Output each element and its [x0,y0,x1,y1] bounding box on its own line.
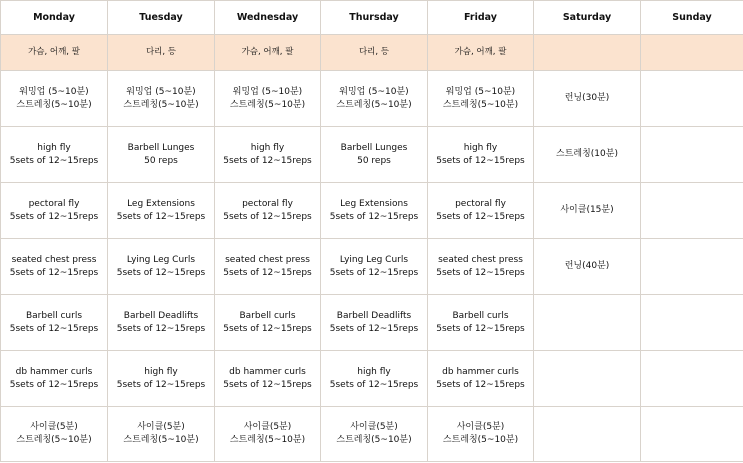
exercise-cell [108,239,215,295]
exercise-row [1,295,743,351]
exercise-name: seated chest press [438,254,523,265]
day-header-thursday: Thursday [321,1,428,35]
exercise-row [1,351,743,407]
exercise-name: high fly [144,366,178,377]
exercise-cell [215,295,321,351]
exercise-name: Lying Leg Curls [126,254,196,265]
exercise-detail: 스트레칭(5~10분) [229,435,306,445]
exercise-name: 워밍업 (5~10분) [232,86,303,97]
exercise-name: Barbell Deadlifts [123,310,199,321]
exercise-name: high fly [250,142,285,153]
exercise-name: db hammer curls [15,366,93,377]
exercise-detail: 5sets of 12~15reps [223,155,312,166]
exercise-detail: 50 reps [144,155,178,166]
exercise-name: Barbell Lunges [340,142,408,153]
exercise-detail: 5sets of 12~15reps [436,323,525,334]
exercise-name: high fly [463,142,498,153]
exercise-cell [321,239,428,295]
exercise-cell [641,351,743,407]
body-focus-row [1,35,743,71]
exercise-cell [1,71,108,127]
exercise-cell [1,183,108,239]
exercise-name: Barbell curls [25,310,83,321]
exercise-row [1,407,743,462]
exercise-row [1,127,743,183]
focus-cell: 가슴, 어깨, 팔 [1,35,108,71]
exercise-cell [534,351,641,407]
exercise-name: 사이클(15분) [560,205,614,215]
focus-cell [641,35,743,71]
exercise-name: 런닝(40분) [564,261,610,271]
exercise-detail: 스트레칭(5~10분) [123,435,199,445]
exercise-cell [534,407,641,462]
exercise-name: seated chest press [11,254,97,265]
exercise-cell [321,295,428,351]
exercise-cell [108,351,215,407]
exercise-detail: 5sets of 12~15reps [436,155,525,166]
exercise-cell [108,407,215,462]
exercise-cell [534,239,641,295]
exercise-name: 스트레칭(10분) [556,149,618,159]
exercise-name: 사이클(5분) [243,422,292,432]
day-header-sunday: Sunday [641,1,743,35]
exercise-name: pectoral fly [242,198,293,209]
exercise-name: 사이클(5분) [30,422,78,432]
exercise-detail: 5sets of 12~15reps [9,379,99,390]
exercise-cell [641,71,743,127]
exercise-cell [321,71,428,127]
exercise-detail: 5sets of 12~15reps [223,267,312,278]
exercise-detail: 5sets of 12~15reps [9,323,99,334]
exercise-cell [215,407,321,462]
exercise-cell [428,127,534,183]
exercise-detail: 5sets of 12~15reps [223,379,312,390]
exercise-cell [428,71,534,127]
exercise-cell [534,127,641,183]
exercise-name: 워밍업 (5~10분) [19,86,89,97]
exercise-detail: 5sets of 12~15reps [9,267,99,278]
exercise-detail: 5sets of 12~15reps [329,323,419,334]
exercise-name: Barbell curls [452,310,509,321]
exercise-cell [641,239,743,295]
exercise-detail: 5sets of 12~15reps [329,379,419,390]
exercise-detail: 5sets of 12~15reps [223,323,312,334]
exercise-cell [321,351,428,407]
exercise-name: high fly [37,142,71,153]
exercise-name: Barbell Lunges [127,142,195,153]
exercise-cell [215,239,321,295]
exercise-detail: 5sets of 12~15reps [116,323,206,334]
focus-cell: 다리, 등 [321,35,428,71]
exercise-cell [108,295,215,351]
exercise-cell [641,295,743,351]
exercise-detail: 5sets of 12~15reps [116,211,206,222]
exercise-detail: 스트레칭(5~10분) [16,99,92,110]
exercise-name: Leg Extensions [127,198,195,209]
exercise-cell [641,127,743,183]
exercise-cell [215,183,321,239]
exercise-cell [321,127,428,183]
exercise-detail: 5sets of 12~15reps [223,211,312,222]
exercise-cell [428,295,534,351]
exercise-detail: 5sets of 12~15reps [436,267,525,278]
exercise-cell [215,127,321,183]
exercise-name: Leg Extensions [340,198,408,209]
exercise-name: db hammer curls [442,366,519,377]
exercise-detail: 스트레칭(5~10분) [123,99,199,110]
exercise-name: seated chest press [225,254,310,265]
exercise-name: pectoral fly [455,198,506,209]
exercise-cell [428,239,534,295]
day-header-friday: Friday [428,1,534,35]
exercise-cell [108,183,215,239]
exercise-detail: 스트레칭(5~10분) [16,435,92,445]
exercise-cell [321,183,428,239]
exercise-name: Barbell Deadlifts [336,310,412,321]
exercise-detail: 5sets of 12~15reps [9,155,99,166]
exercise-name: 사이클(5분) [137,422,185,432]
exercise-cell [321,407,428,462]
exercise-cell [534,295,641,351]
exercise-cell [534,183,641,239]
exercise-cell [428,407,534,462]
day-header-row [1,1,743,35]
exercise-detail: 5sets of 12~15reps [329,211,419,222]
exercise-name: high fly [357,366,391,377]
exercise-name: pectoral fly [28,198,80,209]
focus-cell: 다리, 등 [108,35,215,71]
exercise-cell [108,71,215,127]
exercise-cell [641,407,743,462]
exercise-row [1,239,743,295]
exercise-name: 워밍업 (5~10분) [445,86,516,97]
exercise-cell [1,407,108,462]
exercise-name: Barbell curls [239,310,296,321]
exercise-detail: 스트레칭(5~10분) [336,435,412,445]
exercise-detail: 스트레칭(5~10분) [229,99,306,110]
exercise-detail: 스트레칭(5~10분) [442,99,519,110]
exercise-detail: 5sets of 12~15reps [9,211,99,222]
exercise-name: 사이클(5분) [456,422,505,432]
exercise-row [1,71,743,127]
exercise-name: 워밍업 (5~10분) [126,86,196,97]
focus-cell: 가슴, 어깨, 팔 [215,35,321,71]
exercise-name: db hammer curls [229,366,306,377]
exercise-cell [641,183,743,239]
exercise-cell [534,71,641,127]
exercise-detail: 5sets of 12~15reps [436,379,525,390]
exercise-detail: 5sets of 12~15reps [436,211,525,222]
exercise-cell [1,127,108,183]
exercise-detail: 5sets of 12~15reps [116,379,206,390]
exercise-cell [1,351,108,407]
exercise-name: 런닝(30분) [564,93,610,103]
exercise-cell [428,183,534,239]
exercise-cell [108,127,215,183]
exercise-name: Lying Leg Curls [339,254,409,265]
exercise-detail: 스트레칭(5~10분) [336,99,412,110]
exercise-name: 사이클(5분) [350,422,398,432]
exercise-detail: 5sets of 12~15reps [329,267,419,278]
day-header-saturday: Saturday [534,1,641,35]
day-header-tuesday: Tuesday [108,1,215,35]
exercise-cell [1,239,108,295]
exercise-cell [428,351,534,407]
focus-cell [534,35,641,71]
exercise-cell [215,351,321,407]
day-header-monday: Monday [1,1,108,35]
exercise-row [1,183,743,239]
exercise-name: 워밍업 (5~10분) [339,86,409,97]
exercise-detail: 스트레칭(5~10분) [442,435,519,445]
day-header-wednesday: Wednesday [215,1,321,35]
exercise-cell [1,295,108,351]
exercise-cell [215,71,321,127]
exercise-detail: 50 reps [357,155,391,166]
focus-cell: 가슴, 어깨, 팔 [428,35,534,71]
exercise-detail: 5sets of 12~15reps [116,267,206,278]
